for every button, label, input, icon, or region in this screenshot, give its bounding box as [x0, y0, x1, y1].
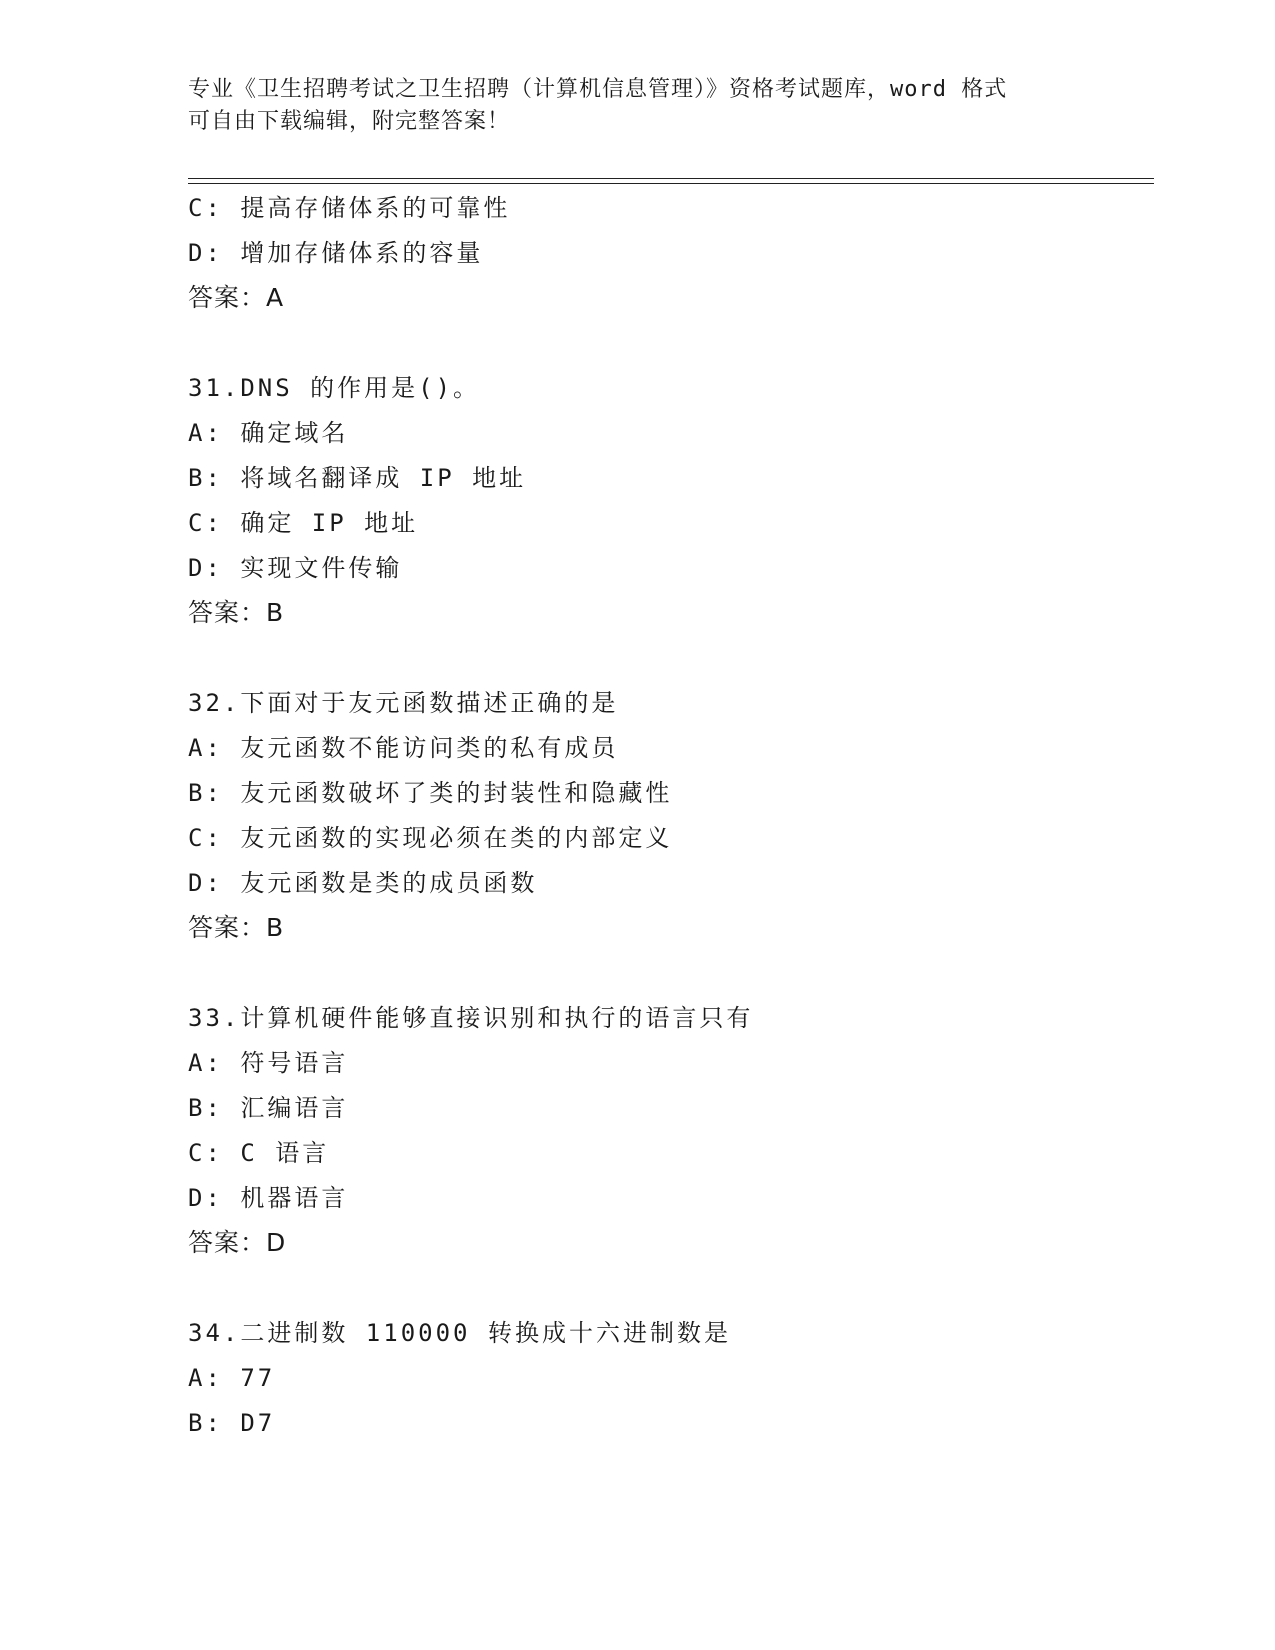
q33-option-a: A: 符号语言 — [188, 1049, 349, 1077]
document-header — [188, 74, 1088, 138]
header-line-1: 专业《卫生招聘考试之卫生招聘（计算机信息管理）》资格考试题库，word 格式 — [188, 77, 1008, 102]
q32-option-a: A: 友元函数不能访问类的私有成员 — [188, 734, 619, 762]
q31-question: 31.DNS 的作用是()。 — [188, 374, 481, 402]
header-line-2: 可自由下载编辑，附完整答案！ — [188, 109, 511, 134]
q34-option-a: A: 77 — [188, 1364, 276, 1392]
q30-option-c: C: 提高存储体系的可靠性 — [188, 194, 511, 222]
q30-answer: 答案：A — [188, 283, 285, 312]
q32-option-c: C: 友元函数的实现必须在类的内部定义 — [188, 824, 673, 852]
q32-question: 32.下面对于友元函数描述正确的是 — [188, 689, 619, 717]
q33-answer: 答案：D — [188, 1228, 287, 1257]
q32-answer: 答案：B — [188, 913, 285, 942]
header-divider-top — [188, 178, 1154, 179]
q33-option-b: B: 汇编语言 — [188, 1094, 349, 1122]
q32-option-b: B: 友元函数破坏了类的封装性和隐藏性 — [188, 779, 673, 807]
q33-option-c: C: C 语言 — [188, 1139, 330, 1167]
q33-question: 33.计算机硬件能够直接识别和执行的语言只有 — [188, 1004, 754, 1032]
q31-option-a: A: 确定域名 — [188, 419, 349, 447]
q31-answer: 答案：B — [188, 598, 285, 627]
header-divider-bottom — [188, 183, 1154, 184]
q33-option-d: D: 机器语言 — [188, 1184, 349, 1212]
q34-question: 34.二进制数 110000 转换成十六进制数是 — [188, 1319, 731, 1347]
q30-option-d: D: 增加存储体系的容量 — [188, 239, 484, 267]
q31-option-c: C: 确定 IP 地址 — [188, 509, 419, 537]
q31-option-b: B: 将域名翻译成 IP 地址 — [188, 464, 527, 492]
q34-option-b: B: D7 — [188, 1409, 276, 1437]
q31-option-d: D: 实现文件传输 — [188, 554, 403, 582]
q32-option-d: D: 友元函数是类的成员函数 — [188, 869, 538, 897]
